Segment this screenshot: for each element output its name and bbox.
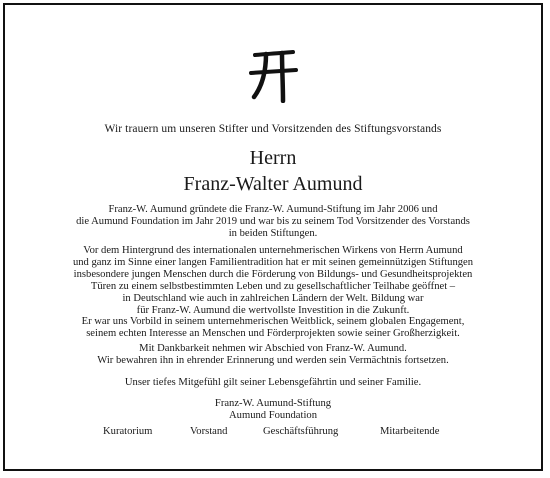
text-line: in Deutschland wie auch in zahlreichen Ländern der Welt. Bildung war	[122, 293, 424, 304]
text-line: insbesondere jungen Menschen durch die Förderung von Bildungs- und Gesundheitsprojekten	[73, 269, 473, 280]
obituary-frame	[3, 3, 543, 471]
text-line: Türen zu einem selbstbestimmten Leben und zu gesellschaftlicher Teilhabe geöffnet –	[90, 281, 456, 292]
salutation: Herrn	[249, 147, 297, 169]
text-line: Franz-W. Aumund gründete die Franz-W. Aumund-Stiftung im Jahr 2006 und	[108, 204, 438, 215]
text-line: Mit Dankbarkeit nehmen wir Abschied von Franz-W. Aumund.	[139, 343, 407, 354]
paragraph-farewell	[25, 343, 521, 367]
deceased-name: Franz-Walter Aumund	[183, 173, 363, 195]
text-line: die Aumund Foundation im Jahr 2019 und war bis zu seinem Tod Vorsitzender des Vorstands	[76, 216, 470, 227]
paragraph-founding	[25, 204, 521, 240]
text-line: Vor dem Hintergrund des internationalen unternehmerischen Wirkens von Herrn Aumund	[83, 245, 463, 256]
signature-foundation-2: Aumund Foundation	[229, 410, 317, 421]
intro-line: Wir trauern um unseren Stifter und Vorsitzenden des Stiftungsvorstands	[104, 123, 442, 135]
obituary-content	[5, 5, 541, 469]
text-line: und ganz im Sinne einer langen Familientradition hat er mit seinen gemeinnützigen Stiftungen	[72, 257, 474, 268]
paragraph-condolence	[25, 377, 521, 389]
board-mitarbeitende: Mitarbeitende	[380, 426, 440, 437]
text-line: für Franz-W. Aumund die wertvollste Investition in die Zukunft.	[136, 305, 410, 316]
kanji-kai-icon-svg	[247, 43, 299, 103]
kanji-kai-icon	[5, 43, 541, 103]
text-line: seinem echten Interesse an Menschen und Förderprojekten sowie seiner Großherzigkeit.	[86, 328, 460, 339]
paragraph-mission	[25, 245, 521, 317]
paragraph-role-model	[25, 316, 521, 340]
signature-block	[5, 398, 541, 422]
text-line: Unser tiefes Mitgefühl gilt seiner Lebensgefährtin und seiner Familie.	[124, 377, 422, 388]
board-geschaeftsfuehrung: Geschäftsführung	[263, 426, 339, 437]
signature-foundation-1: Franz-W. Aumund-Stiftung	[214, 398, 332, 409]
text-line: in beiden Stiftungen.	[228, 228, 318, 239]
text-line: Wir bewahren ihn in ehrender Erinnerung und werden sein Vermächtnis fortsetzen.	[97, 355, 449, 366]
board-kuratorium: Kuratorium	[103, 426, 153, 437]
board-vorstand: Vorstand	[190, 426, 228, 437]
text-line: Er war uns Vorbild in seinem unternehmerischen Weitblick, seinem globalen Engagement,	[81, 316, 465, 327]
